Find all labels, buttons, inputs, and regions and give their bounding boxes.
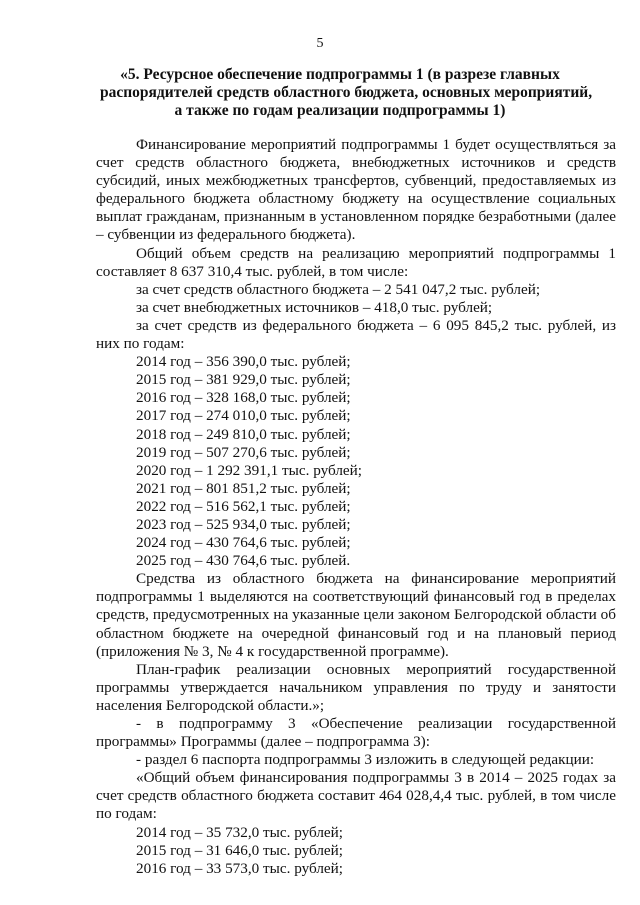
year-amount: 2020 год – 1 292 391,1 тыс. рублей; [136, 461, 363, 479]
year-amount: 2022 год – 516 562,1 тыс. рублей; [136, 497, 351, 515]
document-body [96, 136, 616, 878]
paragraph-financing: Финансирование мероприятий подпрограммы 1 будет осуществляться за счет средств областного бюджета, внебюджетных источников и средств субсидий, иных межбюджетных трансфертов, субвенций, предоставляемых из федерального бюджета областному бюджету на осуществление социальных выплат гражданам, признанным в установленном порядке безработными (далее – субвенции из федерального бюджета). [96, 136, 616, 244]
page-number: 5 [316, 36, 324, 51]
year-amount: 2014 год – 35 732,0 тыс. рублей; [136, 823, 344, 841]
year-amount: 2018 год – 249 810,0 тыс. рублей; [136, 425, 351, 443]
heading-line: распорядителей средств областного бюджета, основных мероприятий, [100, 84, 593, 101]
year-amount: 2016 год – 328 168,0 тыс. рублей; [136, 389, 351, 407]
heading-line: «5. Ресурсное обеспечение подпрограммы 1 (в разрезе главных [120, 66, 560, 83]
year-amount: 2015 год – 381 929,0 тыс. рублей; [136, 371, 351, 389]
section-heading [100, 66, 593, 120]
year-amount: 2024 год – 430 764,6 тыс. рублей; [136, 534, 351, 552]
yearly-amounts-list-3 [96, 824, 616, 878]
year-amount: 2021 год – 801 851,2 тыс. рублей; [136, 479, 351, 497]
year-amount: 2025 год – 430 764,6 тыс. рублей. [136, 552, 351, 570]
paragraph-total-volume: Общий объем средств на реализацию мероприятий подпрограммы 1 составляет 8 637 310,4 тыс. рублей, в том числе: [96, 244, 616, 280]
regional-budget-line: за счет средств областного бюджета – 2 541 047,2 тыс. рублей; [136, 280, 541, 298]
year-amount: 2019 год – 507 270,6 тыс. рублей; [136, 443, 351, 461]
yearly-amounts-list [96, 353, 616, 570]
year-amount: 2017 год – 274 010,0 тыс. рублей; [136, 407, 351, 425]
extrabudget-line: за счет внебюджетных источников – 418,0 тыс. рублей; [136, 298, 493, 316]
year-amount: 2015 год – 31 646,0 тыс. рублей; [136, 841, 344, 859]
year-amount: 2016 год – 33 573,0 тыс. рублей; [136, 859, 344, 877]
paragraph-allocation: Средства из областного бюджета на финансирование мероприятий подпрограммы 1 выделяются на соответствующий финансовый год в пределах средств, предусмотренных на указанные цели законом Белгородской области об областном бюджете на очередной финансовый год и на плановый период (приложения № 3, № 4 к государственной программе). [96, 570, 616, 660]
year-amount: 2023 год – 525 934,0 тыс. рублей; [136, 515, 351, 533]
paragraph-subprogram-3: - в подпрограмму 3 «Обеспечение реализации государственной программы» Программы (далее – подпрограмма 3): [96, 715, 616, 751]
heading-line: а также по годам реализации подпрограммы 1) [174, 102, 506, 119]
paragraph-plan-schedule: План-график реализации основных мероприятий государственной программы утверждается начальником управления по труду и занятости населения Белгородской области.»; [96, 660, 616, 714]
paragraph-section-6: - раздел 6 паспорта подпрограммы 3 изложить в следующей редакции: [136, 751, 595, 769]
federal-budget-line: за счет средств из федерального бюджета – 6 095 845,2 тыс. рублей, из них по годам: [96, 316, 616, 353]
year-amount: 2014 год – 356 390,0 тыс. рублей; [136, 353, 351, 371]
paragraph-total-subprogram-3: «Общий объем финансирования подпрограммы 3 в 2014 – 2025 годах за счет средств областного бюджета составит 464 028,4,4 тыс. рублей, в том числе по годам: [96, 769, 616, 823]
